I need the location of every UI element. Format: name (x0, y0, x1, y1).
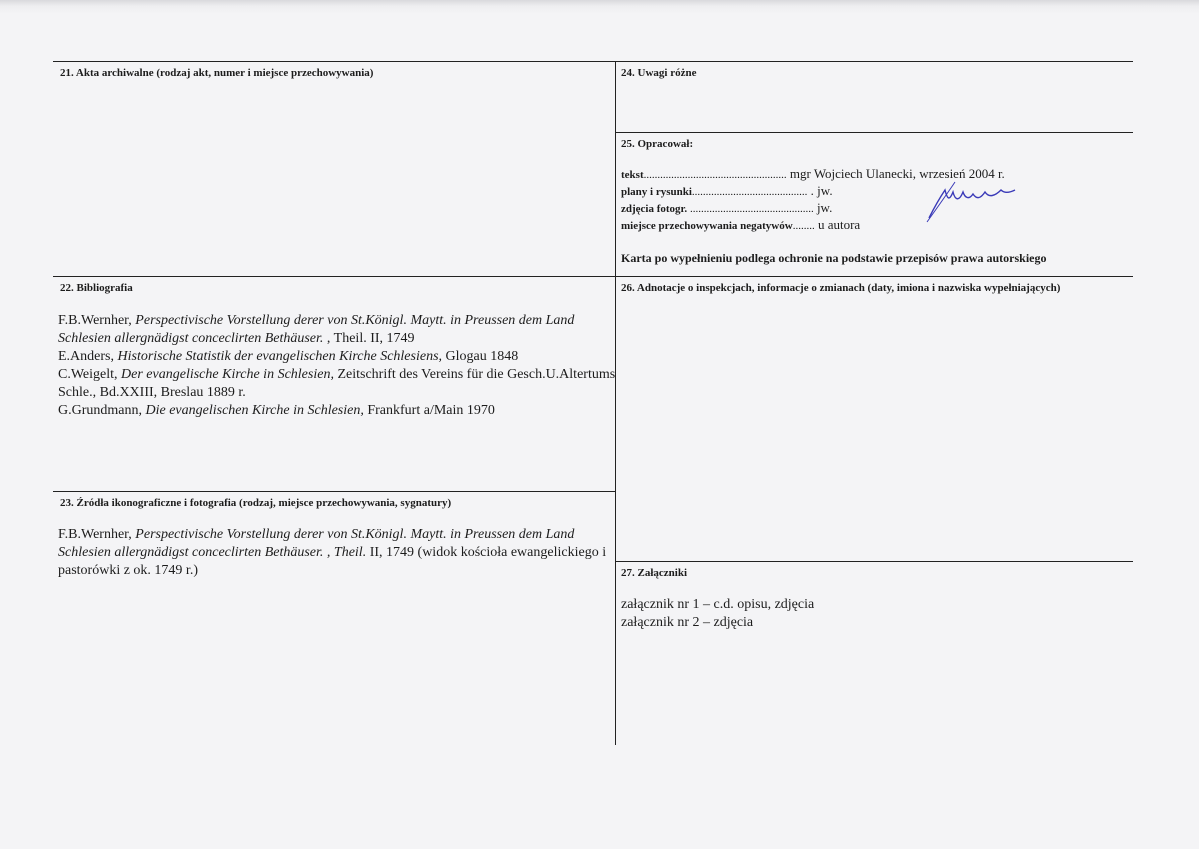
section-23-heading: 23. Źródła ikonograficzne i fotografia (rodzaj, miejsce przechowywania, sygnatury) (60, 497, 452, 509)
prepared-by-row: tekst.................................................... mgr Wojciech Ulanecki, wrzesień 2004 r. (621, 166, 1005, 181)
bibliography-entry: F.B.Wernher, Perspectivische Vorstellung derer von St.Königl. Maytt. in Preussen dem Land Schlesien allergnädigst conceclirten Bethäuser. , Theil. II, 1749 (58, 313, 575, 346)
prepared-by-row: zdjęcia fotogr. ............................................. jw. (621, 200, 833, 215)
prepared-by-row: miejsce przechowywania negatywów........ u autora (621, 217, 861, 232)
iconography-entry: F.B.Wernher, Perspectivische Vorstellung derer von St.Königl. Maytt. in Preussen dem Land Schlesien allergnädigst conceclirten Bethäuser. , Theil. II, 1749 (widok kościoła ewangelickiego i pastorówki z ok. 1749 r.) (58, 527, 607, 578)
attachment-item: załącznik nr 2 – zdjęcia (621, 615, 754, 630)
section-22-heading: 22. Bibliografia (60, 282, 133, 294)
top-rule (53, 61, 1133, 62)
rule-23-top (53, 491, 615, 492)
copyright-note: Karta po wypełnieniu podlega ochronie na podstawie przepisów prawa autorskiego (621, 251, 1047, 265)
rule-25-top (615, 132, 1133, 133)
section-26-heading: 26. Adnotacje o inspekcjach, informacje o zmianach (daty, imiona i nazwiska wypełniających) (621, 282, 1061, 294)
section-24-heading: 24. Uwagi różne (621, 67, 697, 79)
bibliography-entry: G.Grundmann, Die evangelischen Kirche in Schlesien, Frankfurt a/Main 1970 (58, 403, 495, 418)
section-27-heading: 27. Załączniki (621, 567, 688, 579)
section-25-heading: 25. Opracował: (621, 138, 694, 150)
rule-27-top (615, 561, 1133, 562)
bibliography-entry: E.Anders, Historische Statistik der evangelischen Kirche Schlesiens, Glogau 1848 (58, 349, 519, 364)
handwritten-signature (925, 178, 1020, 223)
rule-row2 (53, 276, 1133, 277)
prepared-by-row: plany i rysunki.......................................... . jw. (621, 183, 833, 198)
attachment-item: załącznik nr 1 – c.d. opisu, zdjęcia (621, 597, 815, 612)
bibliography-list (58, 312, 618, 420)
section-21-heading: 21. Akta archiwalne (rodzaj akt, numer i miejsce przechowywania) (60, 67, 374, 79)
bibliography-entry: C.Weigelt, Der evangelische Kirche in Schlesien, Zeitschrift des Vereins für die Gesch.U.Altertums Schle., Bd.XXIII, Breslau 1889 r. (58, 367, 616, 400)
